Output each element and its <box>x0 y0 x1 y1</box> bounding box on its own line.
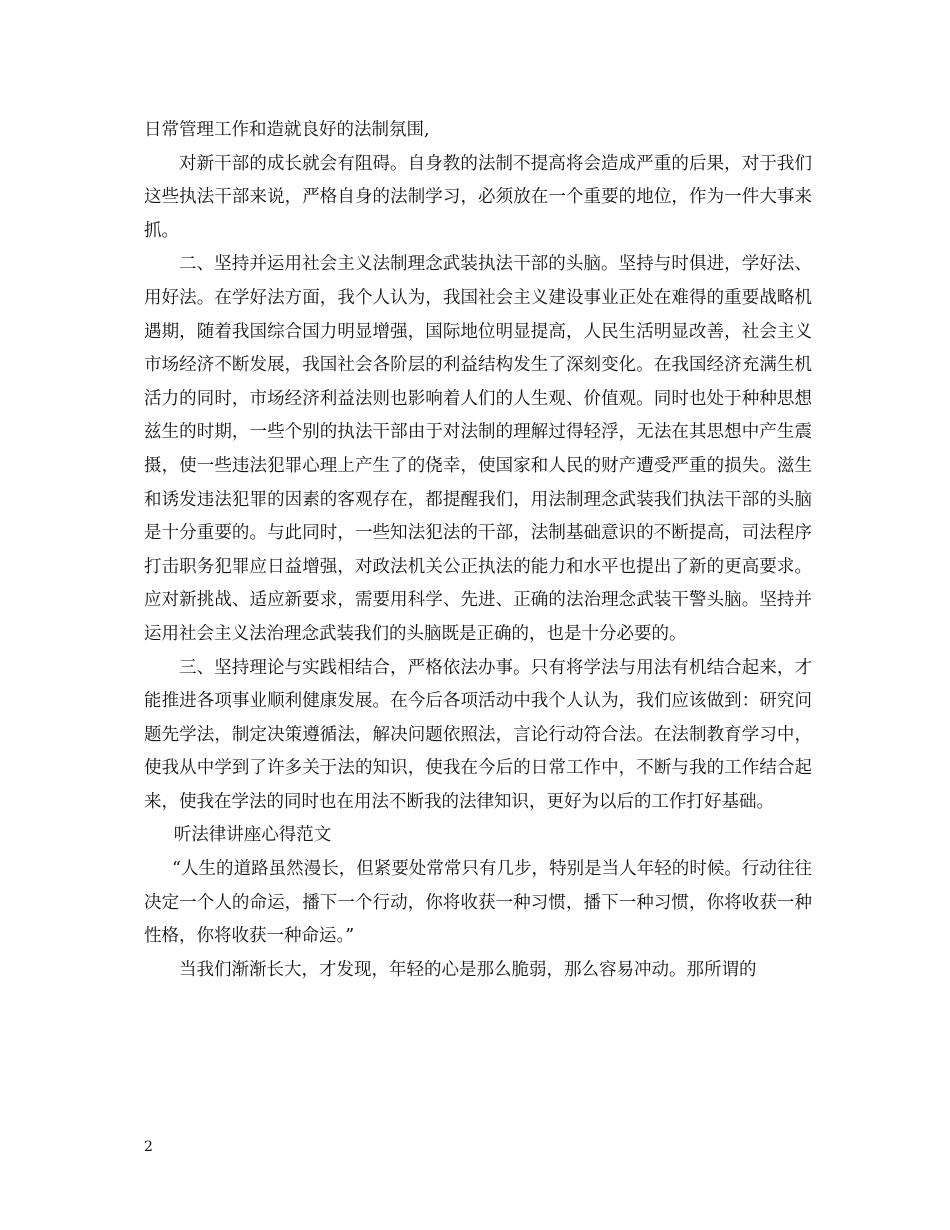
document-body <box>144 114 812 987</box>
paragraph-quote: “人生的道路虽然漫长，但紧要处常常只有几步，特别是当人年轻的时候。行动往往决定一个人的命运，播下一个行动，你将收获一种习惯，播下一种习惯，你将收获一种性格，你将收获一种命运。” <box>144 859 812 947</box>
section-heading: 听法律讲座心得范文 <box>173 825 332 846</box>
paragraph-self-study: 对新干部的成长就会有阻碍。自身教的法制不提高将会造成严重的后果，对于我们这些执法干部来说，严格自身的法制学习，必须放在一个重要的地位，作为一件大事来抓。 <box>144 153 812 241</box>
paragraph-point-two: 二、坚持并运用社会主义法制理念武装执法干部的头脑。坚持与时俱进，学好法、用好法。在学好法方面，我个人认为，我国社会主义建设事业正处在难得的重要战略机遇期，随着我国综合国力明显增强，国际地位明显提高，人民生活明显改善，社会主义市场经济不断发展，我国社会各阶层的利益结构发生了深刻变化。在我国经济充满生机活力的同时，市场经济利益法则也影响着人们的人生观、价值观。同时也处于种种思想兹生的时期，一些个别的执法干部由于对法制的理解过得轻浮，无法在其思想中产生震摄，使一些违法犯罪心理上产生了的侥幸，使国家和人民的财产遭受严重的损失。滋生和诱发违法犯罪的因素的客观存在，都提醒我们，用法制理念武装我们执法干部的头脑是十分重要的。与此同时，一些知法犯法的干部，法制基础意识的不断提高，司法程序打击职务犯罪应日益增强，对政法机关公正执法的能力和水平也提出了新的更高要求。应对新挑战、适应新要求，需要用科学、先进、正确的法治理念武装干警头脑。坚持并运用社会主义法治理念武装我们的头脑既是正确的，也是十分必要的。 <box>144 254 812 644</box>
paragraph-point-three: 三、坚持理论与实践相结合，严格依法办事。只有将学法与用法有机结合起来，才能推进各项事业顺利健康发展。在今后各项活动中我个人认为，我们应该做到：研究问题先学法，制定决策遵循法，解决问题依照法，言论行动符合法。在法制教育学习中，使我从中学到了许多关于法的知识，使我在今后的日常工作中，不断与我的工作结合起来，使我在学法的同时也在用法不断我的法律知识，更好为以后的工作打好基础。 <box>144 657 812 812</box>
page-number: 2 <box>144 1139 153 1155</box>
paragraph-continuation: 日常管理工作和造就良好的法制氛围, <box>144 120 430 140</box>
paragraph-growing-up: 当我们渐渐长大，才发现，年轻的心是那么脆弱，那么容易冲动。那所谓的 <box>179 959 757 980</box>
